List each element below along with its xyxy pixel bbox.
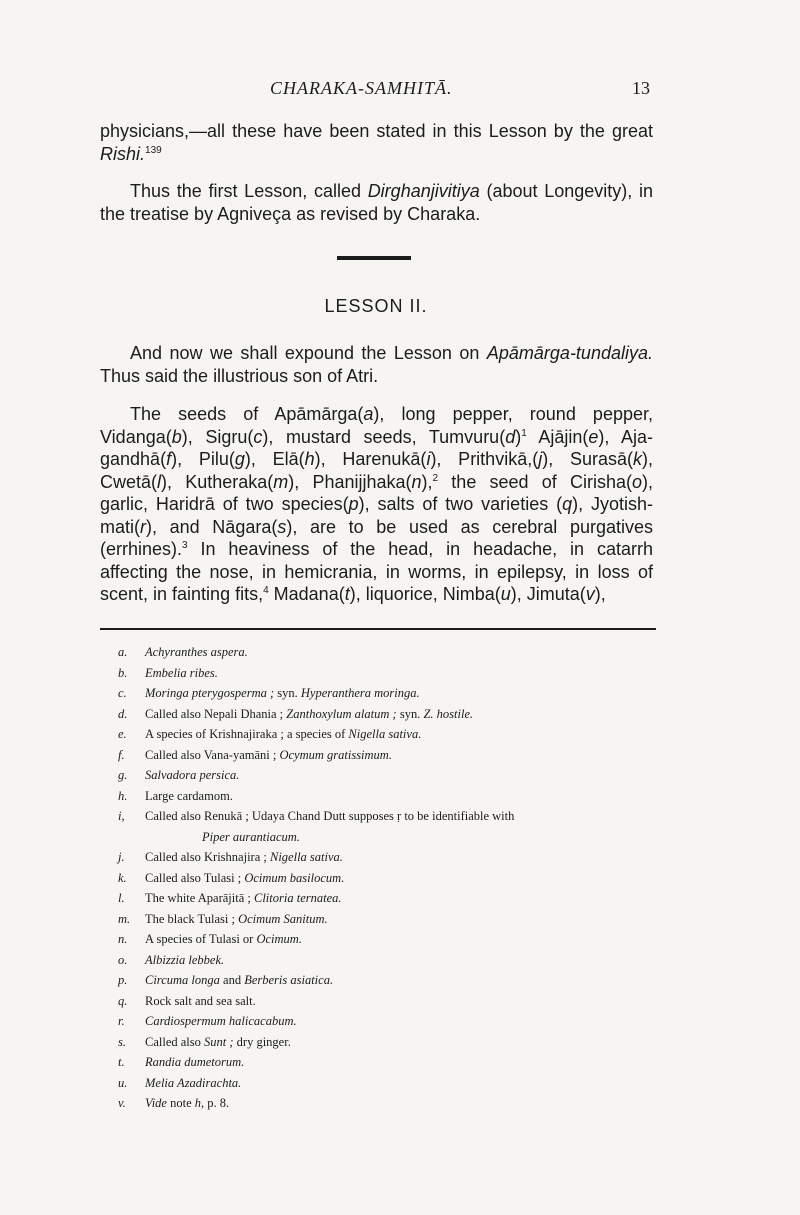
lesson-name: Apāmārga-tundaliya. xyxy=(486,343,653,363)
footnote-run: syn. xyxy=(396,706,424,721)
ref-letter: p xyxy=(348,494,359,514)
footnote-item xyxy=(118,806,663,827)
footnote-text xyxy=(145,1011,297,1032)
footnote-item xyxy=(118,847,663,868)
text-run: ), Kutheraka( xyxy=(161,471,274,492)
footnote-letter: d. xyxy=(118,706,128,721)
footnote-italic: Vide xyxy=(145,1096,167,1110)
footnote-letter: n. xyxy=(118,932,128,946)
footnote-italic: Ocimum. xyxy=(256,932,302,946)
footnote-italic: Zanthoxylum alatum ; xyxy=(286,706,397,721)
footnote-italic: Albizzia lebbek. xyxy=(145,952,225,967)
text-run: ), Phanijjhaka( xyxy=(288,471,412,492)
text-run: In heaviness of the head, in headache, in catarrh affecting the nose, in hemicrania, in worms, in epilepsy, in loss of scent, in fainting fits, xyxy=(100,539,653,604)
footnote-item xyxy=(118,1052,663,1073)
footnote-run: Called also Renukā ; Udaya Chand Dutt supposes xyxy=(145,809,398,823)
paragraph-text: Thus said the illustrious son of Atri. xyxy=(100,365,379,386)
ref-letter: h xyxy=(304,449,315,469)
footnote-italic: Moringa pterygosperma ; xyxy=(145,686,275,700)
footnote-item xyxy=(118,888,663,909)
footnote-italic: Achyranthes aspera. xyxy=(145,645,248,659)
footnote-text xyxy=(145,704,473,725)
footnote-text xyxy=(202,830,300,844)
footnote-item xyxy=(118,827,663,848)
paragraph-text: (about Longevity), in the treatise by Agniveça as revised by Charaka. xyxy=(100,181,653,224)
rishi-word: Rishi. xyxy=(100,143,146,164)
footnote-italic: Ocimum basilocum. xyxy=(244,870,345,885)
ref-letter: m xyxy=(273,471,289,492)
ref-letter: d xyxy=(505,426,516,447)
footnote-item xyxy=(118,1073,663,1094)
text-run: ), Pilu( xyxy=(171,449,235,469)
footnote-run: syn. xyxy=(274,686,301,700)
footnote-letter: l. xyxy=(118,891,125,905)
footnote-letter: t. xyxy=(118,1055,125,1069)
footnote-item xyxy=(118,1011,663,1032)
footnote-italic: Cardiospermum halicacabum. xyxy=(145,1014,297,1028)
footnote-italic: Nigella sativa. xyxy=(269,850,343,864)
footnote-run: Large cardamom. xyxy=(145,788,233,803)
ref-letter: r xyxy=(140,516,146,537)
footnote-text xyxy=(145,929,302,950)
footnote-run: The white Aparājitā ; xyxy=(145,891,254,905)
footnote-italic: Hyperanthera moringa. xyxy=(300,686,420,700)
text-run: ), garlic, Haridrā of two species( xyxy=(100,471,654,514)
footnote-letter: r. xyxy=(118,1014,125,1028)
footnote-run: Called also xyxy=(145,1034,205,1049)
section-ornament xyxy=(337,256,411,260)
ref-letter: e xyxy=(588,426,599,447)
footnote-run: A species of Krishnajiraka ; a species of xyxy=(145,727,349,741)
footnote-text xyxy=(145,663,218,684)
footnote-run: note xyxy=(166,1096,195,1110)
paragraph-text: physicians,—all these have been stated in this Lesson by the great xyxy=(100,121,653,141)
footnote-letter: q. xyxy=(118,993,128,1008)
text-run: ), Surasā( xyxy=(542,449,633,469)
footnote-italic: Nigella sativa. xyxy=(348,727,422,741)
text-run: ), are to be used as cerebral purgatives (errhines). xyxy=(100,516,653,559)
footnote-italic: Circuma longa xyxy=(145,973,220,987)
ref-letter: v xyxy=(585,584,595,604)
footnote-text xyxy=(145,1073,241,1094)
text-run: ), xyxy=(421,471,433,492)
lesson-name: Dirghanjivitiya xyxy=(367,181,480,201)
footnote-run: Called also Tulasi ; xyxy=(145,870,245,885)
page-number: 13 xyxy=(632,78,650,98)
footnote-item xyxy=(118,786,663,807)
footnote-item xyxy=(118,704,663,725)
footnote-letter: s. xyxy=(118,1034,126,1049)
ref-letter: s xyxy=(277,516,287,537)
footnote-text xyxy=(145,806,514,827)
ref-letter: g xyxy=(234,449,245,469)
ref-letter: o xyxy=(632,471,643,492)
footnote-item xyxy=(118,683,663,704)
footnote-letter: j. xyxy=(118,850,125,864)
footnote-letter: u. xyxy=(118,1075,128,1090)
footnote-item xyxy=(118,950,663,971)
footnote-item xyxy=(118,765,663,786)
footnote-letter: b. xyxy=(118,665,128,680)
footnote-run: Rock salt and sea salt. xyxy=(145,993,256,1008)
footnote-item xyxy=(118,663,663,684)
footnote-ref: 4 xyxy=(263,585,269,596)
footnote-letter: c. xyxy=(118,686,127,700)
footnote-item xyxy=(118,929,663,950)
footnote-item xyxy=(118,745,663,766)
footnote-run: Called also Nepali Dhania ; xyxy=(145,706,287,721)
ref-letter: a xyxy=(363,404,374,424)
footnote-letter: i, xyxy=(118,809,125,823)
footnote-text xyxy=(145,847,343,868)
paragraph-intro xyxy=(100,342,653,387)
footnote-italic: Salvadora persica. xyxy=(145,768,240,782)
paragraph-text: Thus the first Lesson, called xyxy=(130,181,368,201)
ref-letter: k xyxy=(632,449,642,469)
footnote-item xyxy=(118,642,663,663)
text-run: ), Elā( xyxy=(244,449,305,469)
text-run: ), mustard seeds, Tumvuru( xyxy=(262,426,506,447)
footnote-item xyxy=(118,970,663,991)
running-title: CHARAKA-SAMHITĀ. xyxy=(270,78,453,98)
paragraph-lesson-close xyxy=(100,180,653,225)
footnote-item xyxy=(118,991,663,1012)
ref-letter: i xyxy=(426,449,431,469)
footnote-letter: m. xyxy=(118,911,131,926)
text-run: ) xyxy=(515,426,522,447)
footnote-italic: Piper aurantiacum. xyxy=(202,829,300,844)
footnote-item xyxy=(118,1032,663,1053)
footnote-text xyxy=(145,888,342,909)
footnotes-list xyxy=(118,642,663,1114)
ref-letter: j xyxy=(538,449,543,469)
footnote-text xyxy=(145,991,256,1012)
footnote-letter: e. xyxy=(118,727,127,741)
text-run: ), liquorice, Nimba( xyxy=(349,584,501,604)
footnote-italic: Randia dumetorum. xyxy=(145,1055,245,1069)
footnote-item xyxy=(118,909,663,930)
ref-letter: c xyxy=(253,426,263,447)
footnote-italic: Sunt ; xyxy=(204,1034,234,1049)
footnote-italic: Ocymum gratissimum. xyxy=(279,747,392,762)
footnote-letter: o. xyxy=(118,952,128,967)
footnote-text xyxy=(145,1093,229,1114)
text-run: ), salts of two varieties ( xyxy=(358,494,563,514)
footnote-italic: Berberis asiatica. xyxy=(244,973,334,987)
ref-letter: t xyxy=(344,584,350,604)
footnote-ref: 1 xyxy=(521,427,527,439)
ref-letter: n xyxy=(411,471,422,492)
footnote-text xyxy=(145,683,420,704)
footnote-run: A species of Tulasi or xyxy=(145,932,257,946)
paragraph-errhines xyxy=(100,403,653,606)
paragraph-continuation xyxy=(100,120,653,165)
text-run: ), and Nāgara( xyxy=(146,516,278,537)
ref-letter: b xyxy=(171,426,182,447)
footnote-letter: f. xyxy=(118,747,125,762)
footnote-text xyxy=(145,786,233,807)
footnote-italic: Z. hostile. xyxy=(423,706,474,721)
text-run: ), Sigru( xyxy=(181,426,254,447)
ref-letter: q xyxy=(562,494,573,514)
footnote-text xyxy=(145,950,224,971)
footnote-run: and xyxy=(219,973,245,987)
paragraph-text: And now we shall expound the Lesson on xyxy=(130,343,487,363)
footnote-text xyxy=(145,1032,291,1053)
footnote-letter: p. xyxy=(118,973,128,987)
footnote-letter: v. xyxy=(118,1096,126,1110)
text-run: ), Harenukā( xyxy=(314,449,427,469)
text-run: ), Jimuta( xyxy=(510,584,586,604)
footnote-text xyxy=(145,642,248,663)
footnote-run: dry ginger. xyxy=(233,1034,291,1049)
footnote-italic: Embelia ribes. xyxy=(145,665,218,680)
footnote-letter: g. xyxy=(118,768,128,782)
footnote-run: Called also Krishnajira ; xyxy=(145,850,270,864)
footnote-ref: 2 xyxy=(432,472,439,484)
footnote-ref: 139 xyxy=(145,144,162,156)
ref-letter: f xyxy=(166,449,172,469)
footnote-text xyxy=(145,724,421,745)
text-run: ), Aja-gandhā( xyxy=(100,426,654,469)
footnote-italic: Melia Azadirachta. xyxy=(145,1075,242,1090)
footnote-run: p. 8. xyxy=(204,1096,230,1110)
ref-letter: u xyxy=(500,584,511,604)
footnote-letter: a. xyxy=(118,645,128,659)
text-run: Ajājin( xyxy=(526,426,589,447)
text-run: the seed of Cirisha( xyxy=(438,471,632,492)
footnote-run: Called also Vana-yamāni ; xyxy=(145,747,280,762)
footnote-text xyxy=(145,868,344,889)
footnote-run: The black Tulasi ; xyxy=(145,911,239,926)
text-run: ), Jyotish-mati( xyxy=(100,494,653,537)
footnote-letter: h. xyxy=(118,788,128,803)
footnote-run: ṛ to be identifiable with xyxy=(397,809,515,823)
text-run: ), Cwetā( xyxy=(100,449,653,492)
text-run: ), xyxy=(594,584,606,604)
text-run: ), Prithvikā,( xyxy=(430,449,539,469)
text-run: ), long pepper, round pepper, Vidanga( xyxy=(100,404,653,447)
footnote-text xyxy=(145,909,328,930)
ref-letter: l xyxy=(157,471,162,492)
text-run: Madana( xyxy=(268,584,345,604)
footnote-text xyxy=(145,970,333,991)
footnote-rule xyxy=(100,628,656,630)
footnote-item xyxy=(118,1093,663,1114)
footnote-ref: 3 xyxy=(182,540,188,551)
footnote-text xyxy=(145,1052,244,1073)
footnote-italic: Clitoria ternatea. xyxy=(254,891,342,905)
footnote-text xyxy=(145,745,392,766)
footnote-letter: k. xyxy=(118,870,127,885)
text-run: The seeds of Apāmārga( xyxy=(130,404,364,424)
footnote-item xyxy=(118,868,663,889)
footnote-item xyxy=(118,724,663,745)
footnote-italic: h, xyxy=(194,1096,205,1110)
footnote-text xyxy=(145,765,239,786)
lesson-heading: LESSON II. xyxy=(324,296,428,316)
footnote-italic: Ocimum Sanitum. xyxy=(238,911,328,926)
